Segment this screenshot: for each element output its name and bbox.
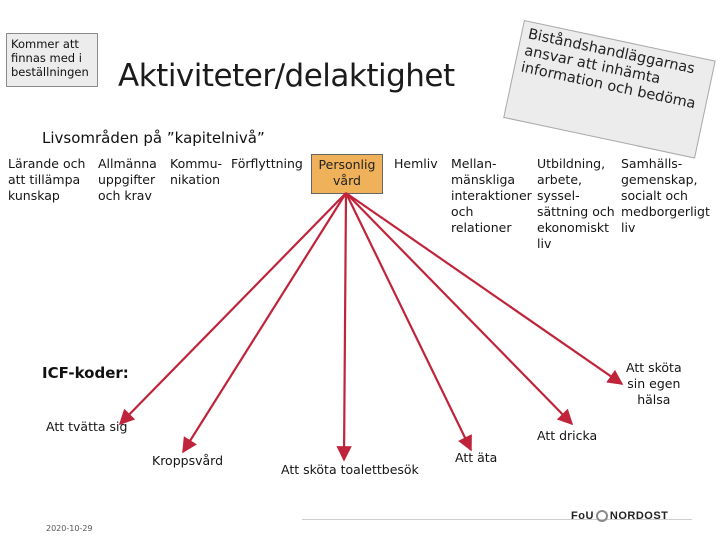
domain-label: Personlig vård xyxy=(318,157,376,188)
domain-label: Allmänna uppgifter och krav xyxy=(98,156,157,203)
subtitle: Livsområden på ”kapitelnivå” xyxy=(42,129,265,147)
arrow-to-toileting xyxy=(344,193,346,460)
domain-label: Förflyttning xyxy=(231,156,303,171)
rotated-note-text: Biståndshandläggarnas ansvar att inhämta information och bedöma xyxy=(519,26,698,113)
page-title: Aktiviteter/delaktighet xyxy=(118,58,455,94)
arrow-to-body-care xyxy=(183,193,346,452)
activity-wash: Att tvätta sig xyxy=(46,419,128,434)
arrow-to-wash xyxy=(120,193,346,424)
logo-ring-icon xyxy=(596,510,608,522)
arrow-to-eating xyxy=(346,193,471,450)
domain-label: Kommu- nikation xyxy=(170,156,223,187)
activity-toileting: Att sköta toalettbesök xyxy=(281,462,419,477)
footer-date: 2020-10-29 xyxy=(46,524,93,533)
icf-label: ICF-koder: xyxy=(42,364,129,382)
logo-text-right: NORDOST xyxy=(609,510,669,522)
logo-text-left: FoU xyxy=(571,510,594,522)
activity-health: Att sköta sin egen hälsa xyxy=(626,360,682,407)
domain-label: Hemliv xyxy=(394,156,438,171)
activity-drinking: Att dricka xyxy=(537,428,598,443)
domain-label: Samhälls- gemenskap, socialt och medborgerligt liv xyxy=(621,156,710,235)
fou-nordost-logo xyxy=(571,510,668,522)
activity-eating: Att äta xyxy=(455,450,498,465)
domain-label: Lärande och att tillämpa kunskap xyxy=(8,156,86,203)
arrow-to-health xyxy=(346,193,622,384)
domain-label: Mellan- mänskliga interaktioner och relationer xyxy=(451,156,532,235)
arrow-to-drinking xyxy=(346,193,572,424)
activity-body-care: Kroppsvård xyxy=(152,453,224,468)
note-box-text: Kommer att finnas med i beställningen xyxy=(11,37,89,79)
domain-label: Utbildning, arbete, syssel- sättning och ekonomiskt liv xyxy=(537,156,615,251)
